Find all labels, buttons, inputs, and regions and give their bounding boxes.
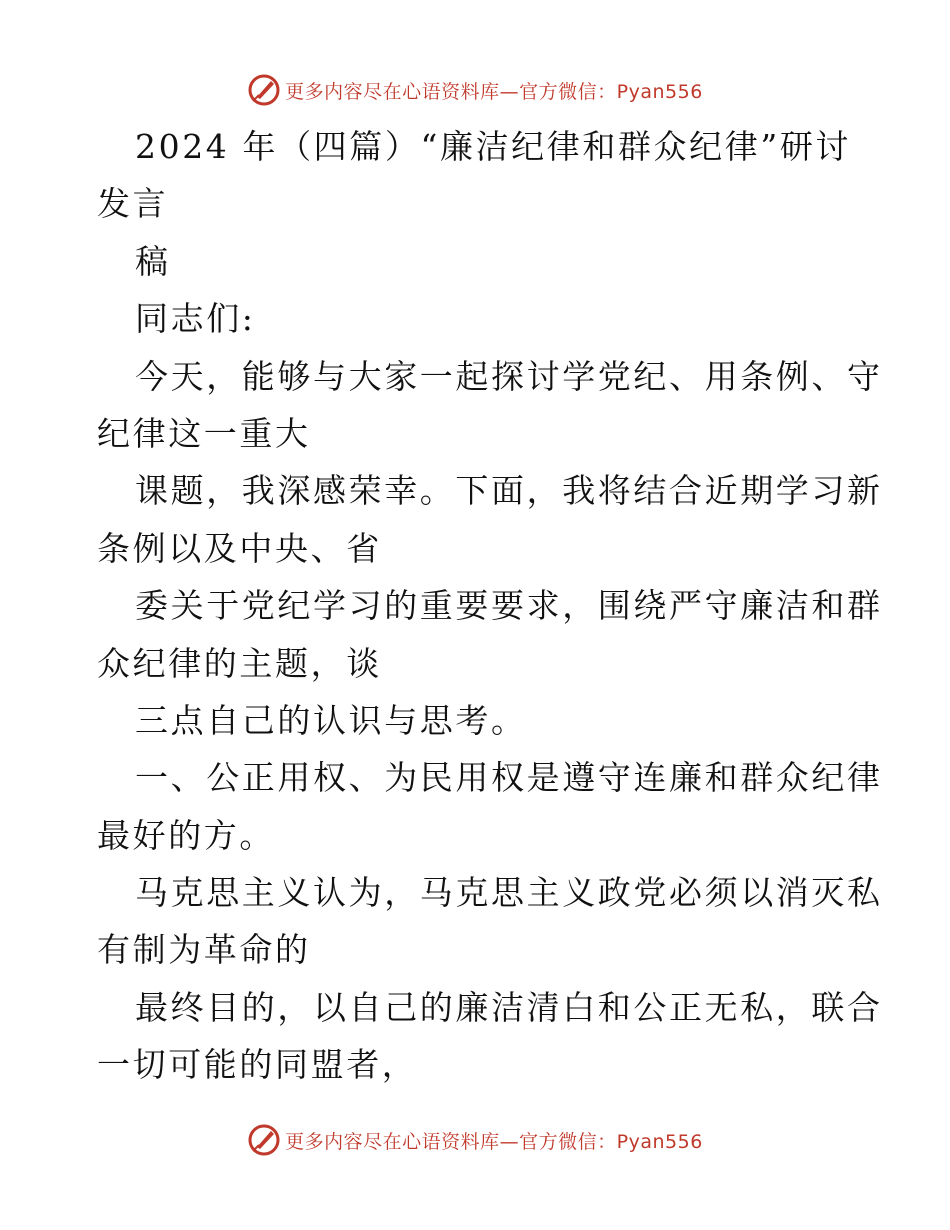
text-line: 同志们:: [135, 299, 256, 339]
text-line: 稿: [135, 241, 171, 281]
header-banner: [0, 70, 950, 110]
quill-logo-icon: [247, 73, 281, 107]
text-line: 2024 年（四篇）“廉洁纪律和群众纪律”研讨: [135, 127, 852, 166]
text-line: 最好的方。: [97, 815, 275, 855]
text-line: 一、公正用权、为民用权是遵守连廉和群众纪律: [135, 758, 883, 798]
header-banner-sep: —: [499, 80, 520, 103]
text-line: 一切可能的同盟者，: [97, 1045, 418, 1085]
text-line: 纪律这一重大: [97, 413, 311, 453]
header-banner-main: 更多内容尽在心语资料库: [285, 80, 500, 103]
header-banner-wechat: 官方微信：Pyan556: [519, 80, 703, 103]
quill-logo-icon: [247, 1123, 281, 1157]
text-line: 条例以及中央、省: [97, 528, 382, 568]
text-line: 马克思主义认为，马克思主义政党必须以消灭私: [135, 873, 883, 913]
footer-banner-sep: —: [499, 1130, 520, 1153]
text-line: 有制为革命的: [97, 930, 311, 970]
text-line: 最终目的，以自己的廉洁清白和公正无私，联合: [135, 987, 883, 1027]
footer-banner: [0, 1120, 950, 1160]
text-line: 委关于党纪学习的重要要求，围绕严守廉洁和群: [135, 586, 883, 626]
text-line: 课题，我深感荣幸。下面，我将结合近期学习新: [135, 471, 883, 511]
text-line: 众纪律的主题，谈: [97, 643, 382, 683]
text-line: 今天，能够与大家一起探讨学党纪、用条例、守: [135, 356, 883, 396]
text-line: 发言: [97, 184, 169, 224]
footer-banner-wechat: 官方微信：Pyan556: [519, 1130, 703, 1153]
document-body: [97, 118, 883, 1094]
footer-banner-main: 更多内容尽在心语资料库: [285, 1130, 500, 1153]
text-line: 三点自己的认识与思考。: [135, 700, 527, 740]
